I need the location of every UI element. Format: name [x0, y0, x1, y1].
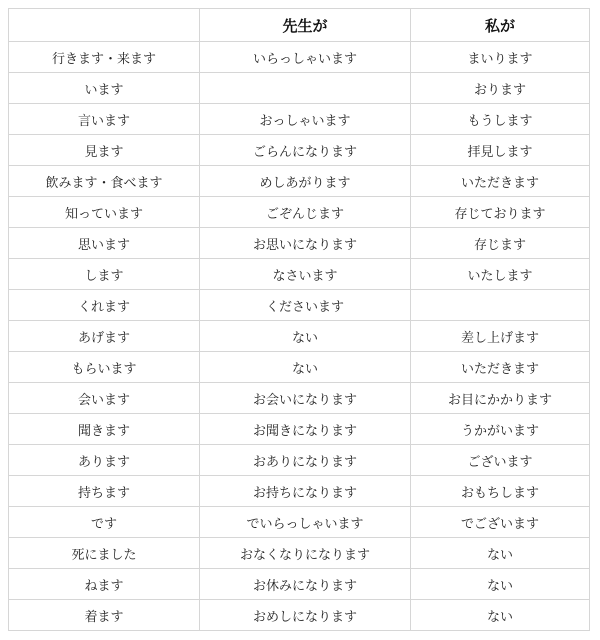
kenjougo-cell: おもちします — [411, 476, 590, 507]
header-row — [9, 9, 590, 42]
sonkeigo-cell: お休みになります — [200, 569, 411, 600]
sonkeigo-cell: くださいます — [200, 290, 411, 321]
table-header — [9, 9, 590, 42]
sonkeigo-cell: お聞きになります — [200, 414, 411, 445]
sonkeigo-cell: おありになります — [200, 445, 411, 476]
table-row — [9, 321, 590, 352]
sonkeigo-cell: なさいます — [200, 259, 411, 290]
sonkeigo-cell: おっしゃいます — [200, 104, 411, 135]
base-verb-cell: 思います — [9, 228, 200, 259]
base-verb-cell: ねます — [9, 569, 200, 600]
base-verb-cell: 言います — [9, 104, 200, 135]
kenjougo-cell: 拝見します — [411, 135, 590, 166]
base-verb-cell: もらいます — [9, 352, 200, 383]
kenjougo-cell: いたします — [411, 259, 590, 290]
kenjougo-cell: お目にかかります — [411, 383, 590, 414]
table-row — [9, 445, 590, 476]
sonkeigo-cell: ない — [200, 352, 411, 383]
kenjougo-cell: ない — [411, 538, 590, 569]
keigo-table — [8, 8, 590, 631]
sonkeigo-cell: おなくなりになります — [200, 538, 411, 569]
base-verb-cell: 会います — [9, 383, 200, 414]
base-verb-cell: 死にました — [9, 538, 200, 569]
kenjougo-cell: うかがいます — [411, 414, 590, 445]
sonkeigo-cell: いらっしゃいます — [200, 42, 411, 73]
table-row — [9, 197, 590, 228]
base-verb-cell: あげます — [9, 321, 200, 352]
kenjougo-cell: 存じます — [411, 228, 590, 259]
table-row — [9, 73, 590, 104]
kenjougo-cell: 差し上げます — [411, 321, 590, 352]
table-row — [9, 476, 590, 507]
table-row — [9, 135, 590, 166]
base-verb-cell: 着ます — [9, 600, 200, 631]
base-verb-cell: 知っています — [9, 197, 200, 228]
base-verb-cell: います — [9, 73, 200, 104]
kenjougo-cell: ございます — [411, 445, 590, 476]
sonkeigo-cell: ごらんになります — [200, 135, 411, 166]
header-cell-watashi: 私が — [411, 9, 590, 42]
kenjougo-cell: おります — [411, 73, 590, 104]
sonkeigo-cell: お持ちになります — [200, 476, 411, 507]
table-row — [9, 42, 590, 73]
table-row — [9, 538, 590, 569]
base-verb-cell: します — [9, 259, 200, 290]
kenjougo-cell — [411, 290, 590, 321]
sonkeigo-cell: ない — [200, 321, 411, 352]
sonkeigo-cell: めしあがります — [200, 166, 411, 197]
sonkeigo-cell — [200, 73, 411, 104]
base-verb-cell: 飲みます・食べます — [9, 166, 200, 197]
table-row — [9, 414, 590, 445]
sonkeigo-cell: ごぞんじます — [200, 197, 411, 228]
table-row — [9, 166, 590, 197]
header-cell-base — [9, 9, 200, 42]
base-verb-cell: です — [9, 507, 200, 538]
kenjougo-cell: ない — [411, 569, 590, 600]
kenjougo-cell: まいります — [411, 42, 590, 73]
base-verb-cell: 行きます・来ます — [9, 42, 200, 73]
kenjougo-cell: ない — [411, 600, 590, 631]
kenjougo-cell: いただきます — [411, 166, 590, 197]
table-row — [9, 383, 590, 414]
sonkeigo-cell: でいらっしゃいます — [200, 507, 411, 538]
base-verb-cell: くれます — [9, 290, 200, 321]
kenjougo-cell: でございます — [411, 507, 590, 538]
base-verb-cell: 持ちます — [9, 476, 200, 507]
table-row — [9, 290, 590, 321]
table-row — [9, 600, 590, 631]
sonkeigo-cell: おめしになります — [200, 600, 411, 631]
kenjougo-cell: もうします — [411, 104, 590, 135]
kenjougo-cell: 存じております — [411, 197, 590, 228]
table-row — [9, 259, 590, 290]
sonkeigo-cell: お会いになります — [200, 383, 411, 414]
table-row — [9, 228, 590, 259]
table-row — [9, 104, 590, 135]
base-verb-cell: 聞きます — [9, 414, 200, 445]
table-row — [9, 352, 590, 383]
base-verb-cell: あります — [9, 445, 200, 476]
table-row — [9, 507, 590, 538]
header-cell-sensei: 先生が — [200, 9, 411, 42]
sonkeigo-cell: お思いになります — [200, 228, 411, 259]
kenjougo-cell: いただきます — [411, 352, 590, 383]
table-body — [9, 42, 590, 631]
base-verb-cell: 見ます — [9, 135, 200, 166]
table-row — [9, 569, 590, 600]
